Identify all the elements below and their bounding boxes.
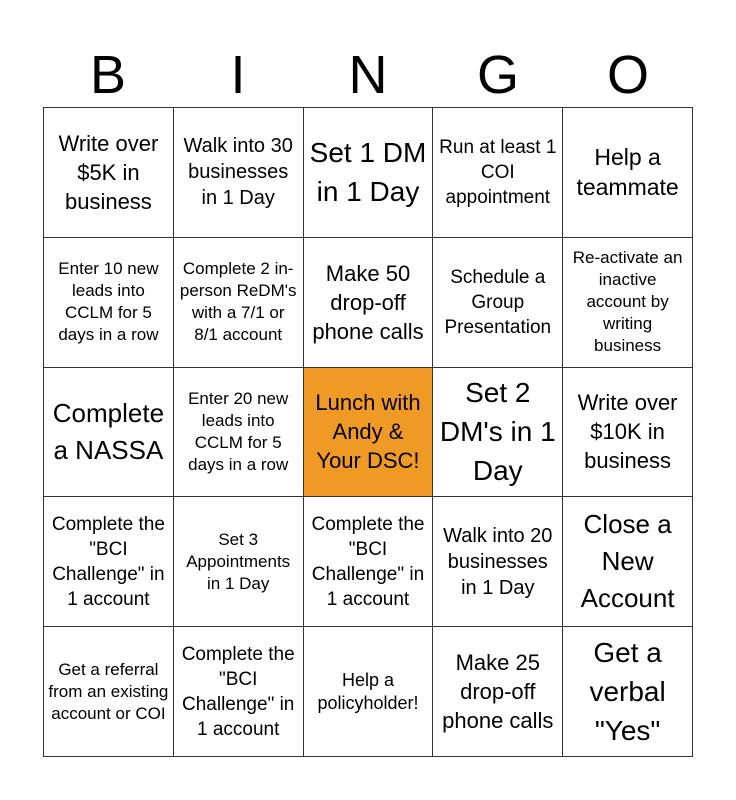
bingo-cell-r4c4[interactable]: Walk into 20 businesses in 1 Day (433, 497, 563, 627)
bingo-cell-r4c3[interactable]: Complete the "BCI Challenge" in 1 account (304, 497, 434, 627)
bingo-cell-r5c5[interactable]: Get a verbal "Yes" (563, 627, 693, 757)
bingo-cell-r2c2[interactable]: Complete 2 in-person ReDM's with a 7/1 or 8/1 account (174, 238, 304, 368)
bingo-cell-free-space[interactable]: Lunch with Andy & Your DSC! (304, 368, 434, 498)
bingo-cell-r4c2[interactable]: Set 3 Appointments in 1 Day (174, 497, 304, 627)
bingo-cell-r4c5[interactable]: Close a New Account (563, 497, 693, 627)
bingo-cell-r3c2[interactable]: Enter 20 new leads into CCLM for 5 days in a row (174, 368, 304, 498)
header-letter-g: G (476, 45, 519, 105)
bingo-cell-r3c4[interactable]: Set 2 DM's in 1 Day (433, 368, 563, 498)
header-letter-o: O (606, 45, 649, 105)
bingo-header (43, 44, 693, 106)
header-letter-b: B (89, 45, 127, 105)
bingo-cell-r2c3[interactable]: Make 50 drop-off phone calls (304, 238, 434, 368)
bingo-cell-r5c3[interactable]: Help a policyholder! (304, 627, 434, 757)
bingo-cell-r2c4[interactable]: Schedule a Group Presentation (433, 238, 563, 368)
bingo-cell-r1c4[interactable]: Run at least 1 COI appointment (433, 108, 563, 238)
bingo-board (43, 107, 693, 757)
bingo-cell-r1c3[interactable]: Set 1 DM in 1 Day (304, 108, 434, 238)
header-letter-i: I (230, 45, 246, 105)
bingo-cell-r5c2[interactable]: Complete the "BCI Challenge" in 1 account (174, 627, 304, 757)
bingo-cell-r3c1[interactable]: Complete a NASSA (44, 368, 174, 498)
bingo-cell-r2c5[interactable]: Re-activate an inactive account by writing business (563, 238, 693, 368)
bingo-cell-r1c2[interactable]: Walk into 30 businesses in 1 Day (174, 108, 304, 238)
bingo-cell-r1c1[interactable]: Write over $5K in business (44, 108, 174, 238)
bingo-cell-r3c5[interactable]: Write over $10K in business (563, 368, 693, 498)
bingo-cell-r5c4[interactable]: Make 25 drop-off phone calls (433, 627, 563, 757)
bingo-cell-r5c1[interactable]: Get a referral from an existing account or COI (44, 627, 174, 757)
header-letter-n: N (348, 45, 388, 105)
bingo-cell-r2c1[interactable]: Enter 10 new leads into CCLM for 5 days in a row (44, 238, 174, 368)
bingo-cell-r4c1[interactable]: Complete the "BCI Challenge" in 1 account (44, 497, 174, 627)
bingo-cell-r1c5[interactable]: Help a teammate (563, 108, 693, 238)
